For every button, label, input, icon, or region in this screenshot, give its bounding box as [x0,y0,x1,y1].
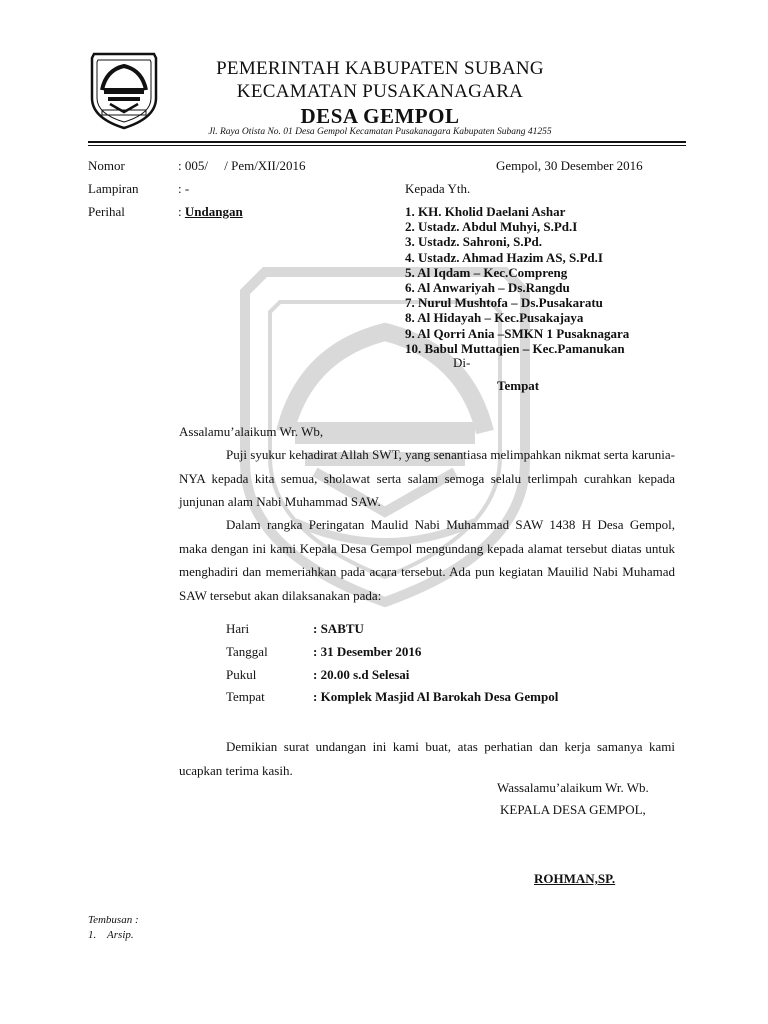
pukul-label: Pukul [226,667,257,682]
tempat-label: Tempat [497,378,540,393]
nomor-value: : 005/ / Pem/XII/2016 [178,158,306,173]
list-item: 1. KH. Kholid Daelani Ashar [405,204,566,219]
list-item: 5. Al Iqdam – Kec.Compreng [405,264,568,280]
hari-value: : SABTU [313,621,364,636]
closing-paragraph: Demikian surat undangan ini kami buat, atas perhatian dan kerja samanya kami ucapkan terima kasih. [179,739,675,778]
header-address: Jl. Raya Otista No. 01 Desa Gempol Kecamatan Pusakanagara Kabupaten Subang 41255 [208,127,552,137]
header-rule-thin [88,145,686,146]
event-tempat-label: Tempat [226,689,265,704]
recipient-list [405,204,629,356]
pukul-value: : 20.00 s.d Selesai [313,667,410,682]
perihal-line [178,204,243,220]
header-rule-thick [88,141,686,143]
signatory-title: KEPALA DESA GEMPOL, [500,802,646,817]
tanggal-label: Tanggal [226,644,268,659]
list-item: 7. Nurul Mushtofa – Ds.Pusakaratu [405,295,603,311]
list-item: 6. Al Anwariyah – Ds.Rangdu [405,280,570,296]
greeting: Assalamu’alaikum Wr. Wb, [179,424,324,439]
paragraph-2: Dalam rangka Peringatan Maulid Nabi Muhammad SAW 1438 H Desa Gempol, maka dengan ini kami Kepala Desa Gempol mengundang kepada alamat tersebut diatas untuk menghadiri dan memeriahkan pada acara tersebut. Ada pun kegiatan Mauilid Nabi Muhamad SAW tersebut akan dilaksanakan pada: [179,517,675,603]
signatory-name: ROHMAN,SP. [534,871,616,886]
header-line-2: KECAMATAN PUSAKANAGARA [236,81,524,102]
lampiran-value: : - [178,181,190,196]
paragraph-1: Puji syukur kehadirat Allah SWT, yang senantiasa melimpahkan nikmat serta karunia-NYA kepada kita semua, sholawat serta salam semoga selalu terlimpah curahkan kepada junjunan alam Nabi Muhammad SAW. [179,447,675,509]
list-item: 3. Ustadz. Sahroni, S.Pd. [405,234,543,250]
kabupaten-logo-icon [88,48,160,130]
letter-date: Gempol, 30 Desember 2016 [496,158,643,173]
nomor-label: Nomor [88,158,125,173]
tembusan-label: Tembusan : [88,914,139,926]
event-tempat-value: : Komplek Masjid Al Barokah Desa Gempol [313,689,559,704]
perihal-value: Undangan [184,204,243,219]
list-item: 2. Ustadz. Abdul Muhyi, S.Pd.I [405,219,578,235]
tembusan-item: 1. Arsip. [88,929,134,941]
list-item: 8. Al Hidayah – Kec.Pusakajaya [405,310,584,326]
tanggal-value: : 31 Desember 2016 [313,644,422,659]
kepada-yth: Kepada Yth. [405,181,471,196]
list-item: 10. Babul Muttaqien – Kec.Pamanukan [405,340,625,356]
perihal-label: Perihal [88,204,125,219]
perihal-colon: : [178,204,185,219]
header-line-1: PEMERINTAH KABUPATEN SUBANG [216,58,544,79]
list-item: 9. Al Qorri Ania –SMKN 1 Pusaknagara [405,325,630,341]
list-item: 4. Ustadz. Ahmad Hazim AS, S.Pd.I [405,249,603,265]
header-village-name: DESA GEMPOL [300,104,460,128]
lampiran-label: Lampiran [88,181,139,196]
wassalam: Wassalamu’alaikum Wr. Wb. [497,780,649,795]
di-label: Di- [453,355,471,370]
hari-label: Hari [226,621,250,636]
